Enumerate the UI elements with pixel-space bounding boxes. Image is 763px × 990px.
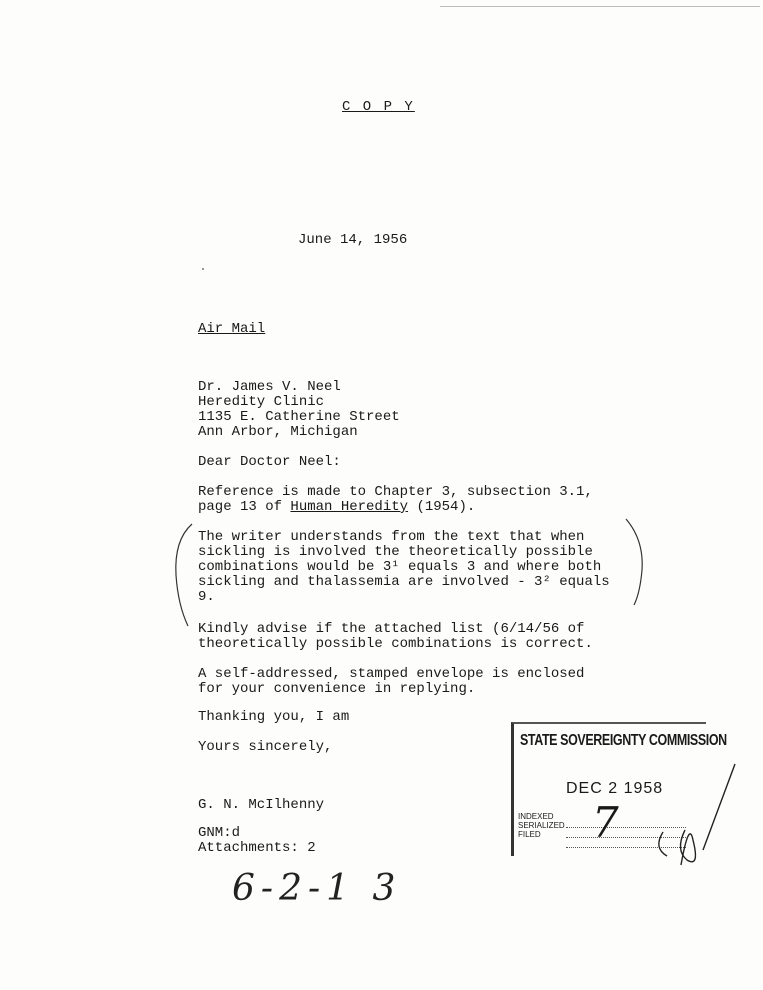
signer-name: G. N. McIlhenny — [198, 797, 325, 813]
paragraph-line: for your convenience in replying. — [198, 681, 476, 697]
paragraph-line: combinations would be 3¹ equals 3 and where both — [198, 559, 602, 575]
handwritten-initials-scribble — [645, 760, 745, 880]
left-bracket-mark — [168, 520, 198, 630]
stamp-label-filed: FILED — [518, 830, 541, 839]
copy-heading: C O P Y — [342, 99, 415, 115]
handwritten-file-number: 6-2-1 3 — [232, 868, 402, 909]
letter-date: June 14, 1956 — [298, 232, 408, 248]
recipient-org: Heredity Clinic — [198, 394, 325, 410]
salutation: Dear Doctor Neel: — [198, 454, 341, 470]
typist-initials: GNM:d — [198, 825, 241, 841]
stamp-label-indexed: INDEXED — [518, 812, 554, 821]
right-bracket-mark — [622, 515, 652, 610]
recipient-address — [198, 380, 400, 440]
paragraph-line: Reference is made to Chapter 3, subsection 3.1, — [198, 484, 593, 500]
reference-block — [198, 826, 316, 856]
recipient-city: Ann Arbor, Michigan — [198, 424, 358, 440]
paragraph-line: A self-addressed, stamped envelope is enclosed — [198, 666, 585, 682]
closing-line: Yours sincerely, — [198, 739, 333, 755]
stamp-handwritten-number: 7 — [592, 798, 619, 847]
delivery-method: Air Mail — [198, 321, 266, 337]
stamp-labels — [518, 812, 565, 839]
paper-speck — [202, 268, 204, 270]
recipient-street: 1135 E. Catherine Street — [198, 409, 400, 425]
paragraph-request — [198, 622, 593, 652]
stamp-title: STATE SOVEREIGNTY COMMISSION — [520, 732, 727, 749]
paragraph-line: sickling is involved the theoretically possible — [198, 544, 593, 560]
paragraph-line-prefix: page 13 of — [198, 499, 291, 515]
paragraph-line-suffix: (1954). — [408, 499, 476, 515]
paragraph-reference — [198, 485, 593, 515]
paragraph-line: theoretically possible combinations is correct. — [198, 636, 593, 652]
paragraph-line: sickling and thalassemia are involved - 3² equals — [198, 574, 610, 590]
scan-edge-mark — [440, 6, 760, 7]
stamp-date: DEC 2 1958 — [566, 780, 664, 797]
paragraph-line: Kindly advise if the attached list (6/14/56 of — [198, 621, 585, 637]
paragraph-envelope — [198, 667, 584, 697]
attachments-count: Attachments: 2 — [198, 840, 316, 856]
paragraph-line: 9. — [198, 589, 215, 605]
book-title: Human Heredity — [290, 499, 409, 515]
thanks-line: Thanking you, I am — [198, 709, 350, 725]
paragraph-question — [198, 530, 610, 605]
paragraph-line: The writer understands from the text that when — [198, 529, 585, 545]
stamp-label-serialized: SERIALIZED — [518, 821, 565, 830]
recipient-name: Dr. James V. Neel — [198, 379, 341, 395]
